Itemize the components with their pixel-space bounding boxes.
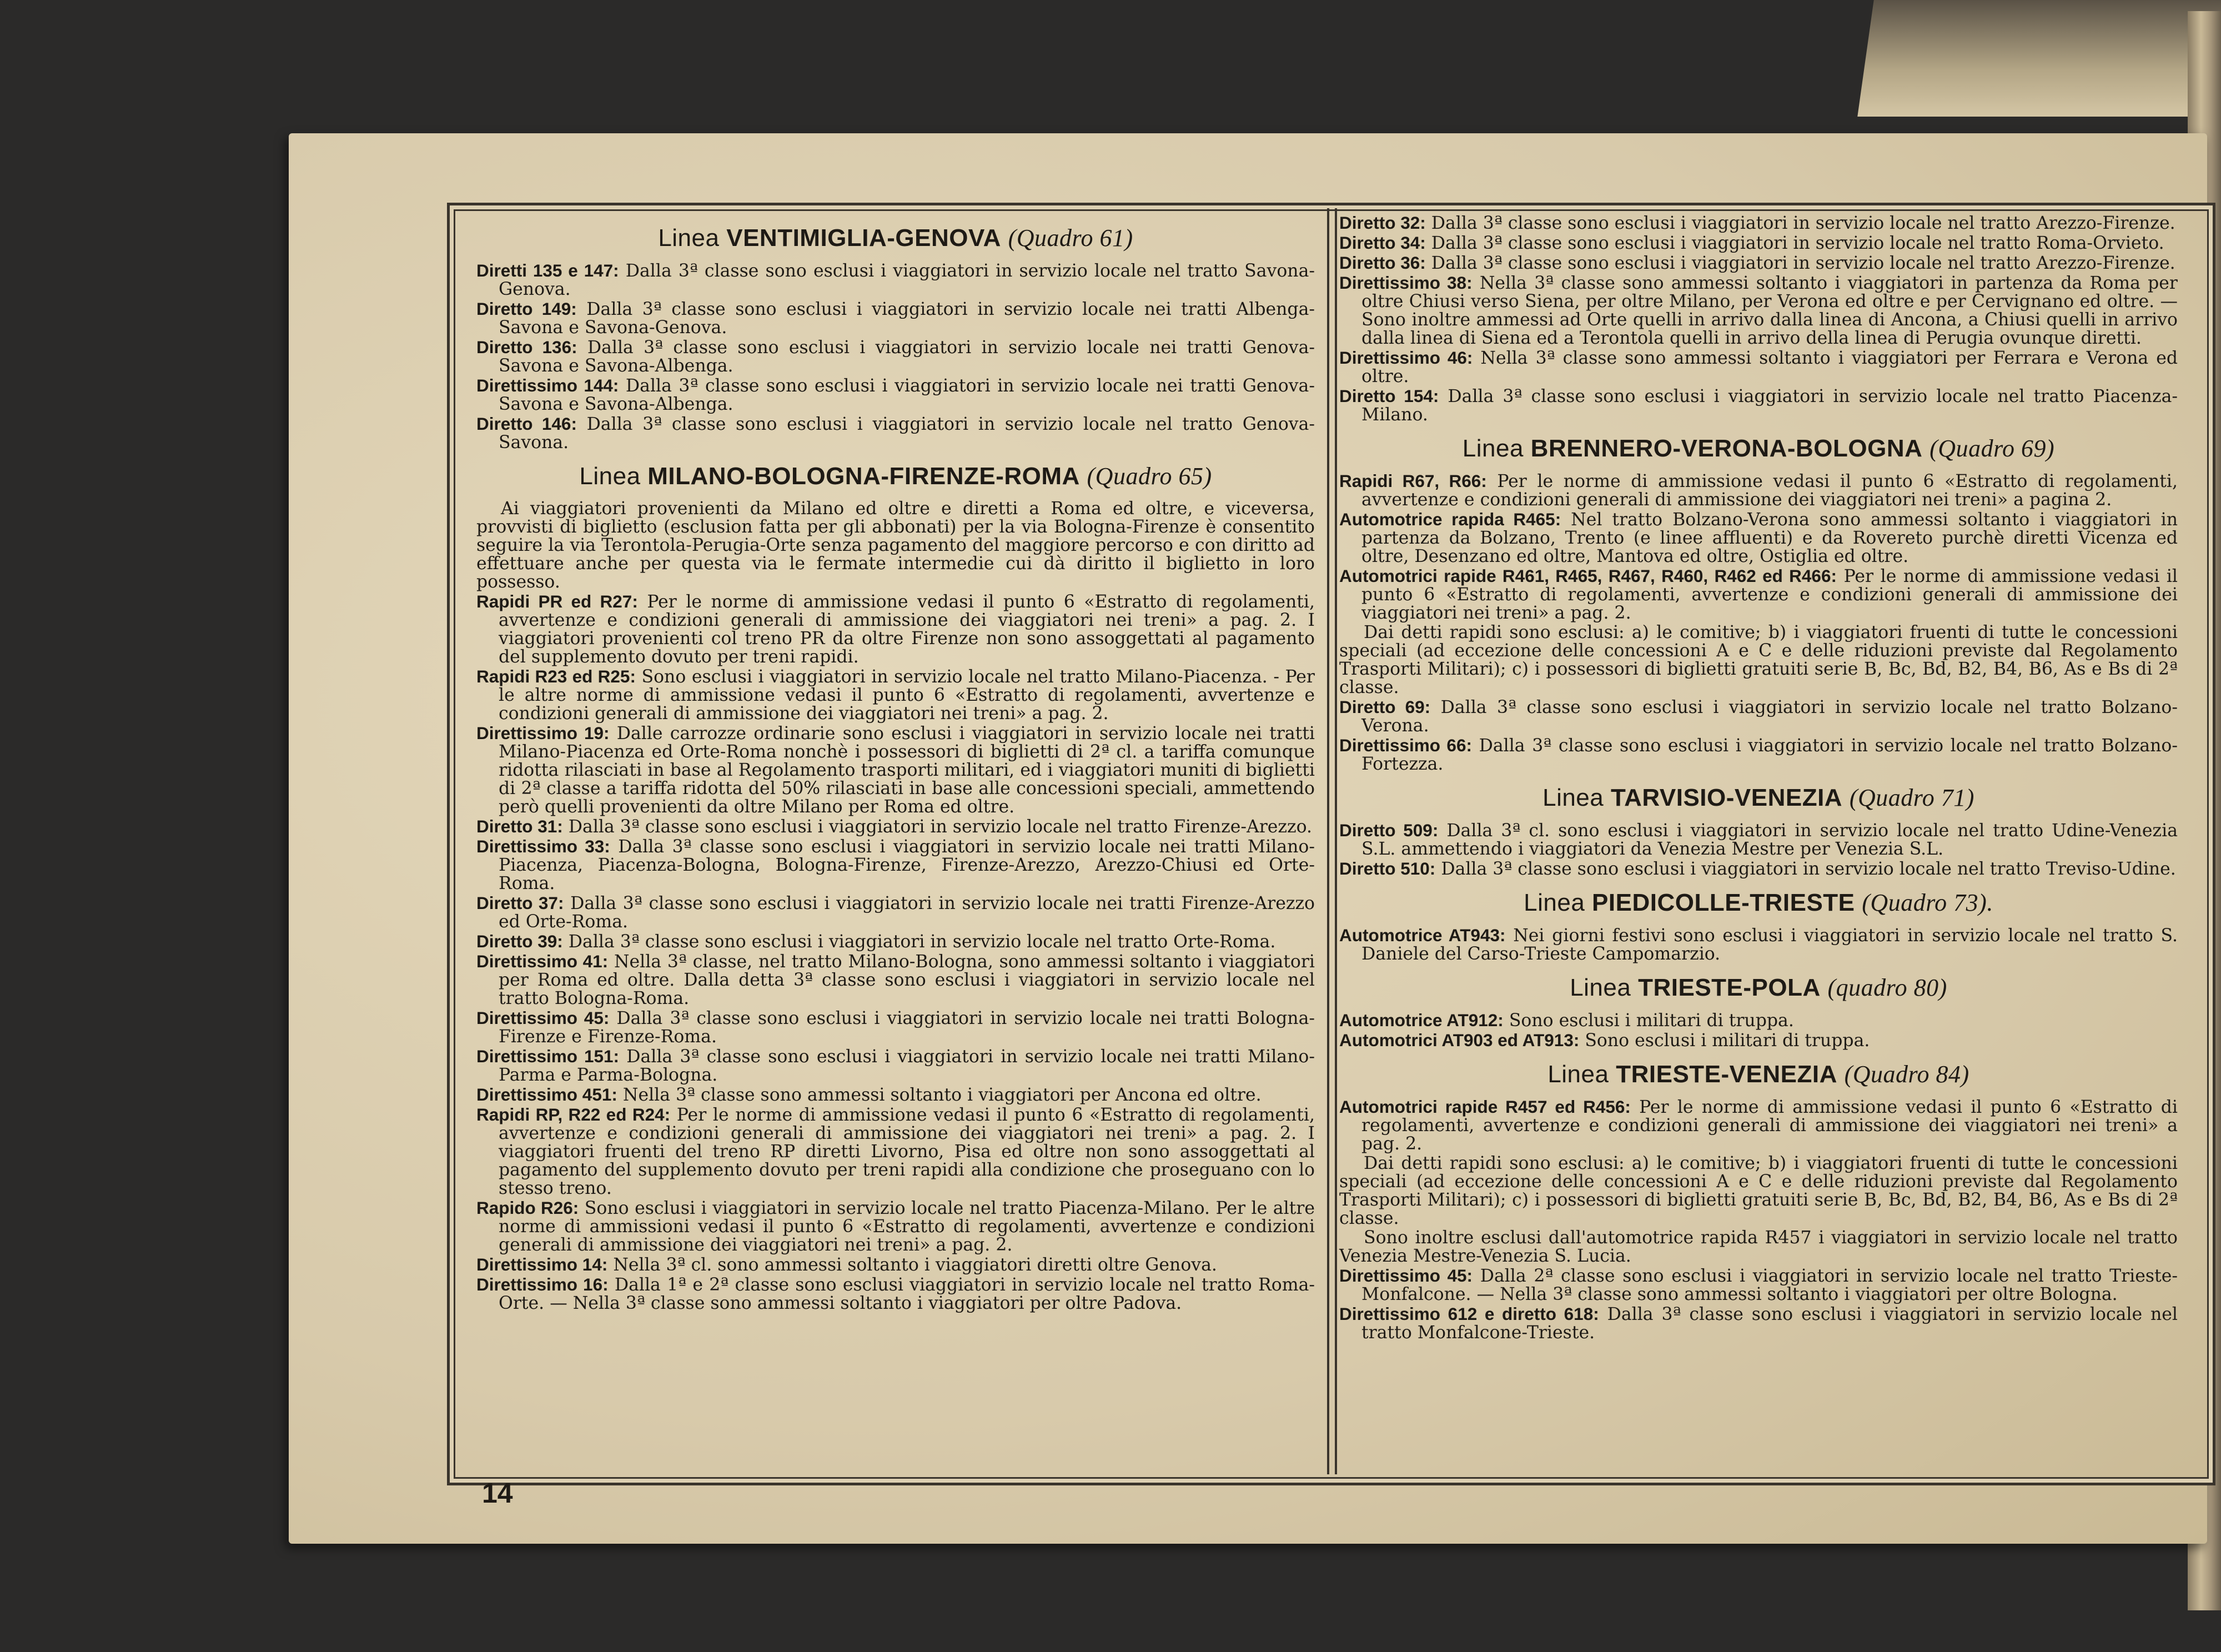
train-label: Direttissimo 38: — [1339, 273, 1473, 293]
train-label: Automotrice AT943: — [1339, 925, 1506, 945]
train-entry — [1339, 234, 2178, 253]
train-note: Dalla 3ª classe sono esclusi i viaggiatori in servizio locale nei tratti Bologna-Firenze e Firenze-Roma. — [499, 1008, 1315, 1047]
train-entry — [476, 1047, 1315, 1084]
train-label: Automotrici AT903 ed AT913: — [1339, 1030, 1580, 1050]
train-note: Dalla 3ª classe sono esclusi i viaggiatori in servizio locale nel tratto Orte-Roma. — [568, 932, 1276, 952]
train-entry — [476, 667, 1315, 723]
train-label: Direttissimo 144: — [476, 375, 619, 395]
section-heading — [476, 224, 1315, 253]
heading-lin: Linea — [1542, 784, 1604, 811]
train-label: Direttissimo 33: — [476, 836, 610, 856]
train-entry — [476, 338, 1315, 375]
note-paragraph: Dai detti rapidi sono esclusi: a) le comitive; b) i viaggiatori fruenti di tutte le concessioni speciali (ad eccezione delle concessioni A e C e delle riduzioni previste dal Regolamento Trasporti Militari); c) i possessori di biglietti gratuiti serie B, Bc, Bd, B2, B4, B6, As e Bs di 2ª classe. — [1339, 622, 2178, 697]
heading-q: (Quadro 65) — [1087, 463, 1212, 490]
train-note: Dalla 3ª classe sono esclusi i viaggiatori in servizio locale nei tratti Genova-Savona e Savona-Albenga. — [499, 376, 1315, 414]
train-label: Rapidi R67, R66: — [1339, 471, 1487, 491]
train-note: Dalla 3ª classe sono esclusi i viaggiatori in servizio locale nel tratto Roma-Orvieto. — [1431, 233, 2164, 253]
column-divider — [1327, 208, 1337, 1474]
train-note: Dalla 3ª classe sono esclusi i viaggiatori in servizio locale nel tratto Firenze-Arezzo. — [568, 817, 1313, 837]
train-label: Diretto 149: — [476, 299, 577, 319]
train-entry — [1339, 349, 2178, 386]
train-note: Dalla 3ª classe sono esclusi i viaggiatori in servizio locale nei tratti Albenga-Savona e Savona-Genova. — [499, 299, 1315, 338]
heading-q: (Quadro 73). — [1862, 889, 1993, 916]
train-entry — [1339, 274, 2178, 348]
train-note: Nella 3ª classe sono ammessi soltanto i viaggiatori per Ancona ed oltre. — [622, 1085, 1262, 1105]
train-entry — [1339, 1098, 2178, 1153]
train-label: Diretto 69: — [1339, 697, 1431, 717]
section-heading — [1339, 784, 2178, 812]
note-paragraph: Dai detti rapidi sono esclusi: a) le comitive; b) i viaggiatori fruenti di tutte le concessioni speciali (ad eccezione delle concessioni A e C e delle riduzioni previste dal Regolamento Trasporti Militari); c) i possessori di biglietti gratuiti serie B, Bc, Bd, B2, B4, B6, As e Bs di 2ª classe. — [1339, 1153, 2178, 1228]
train-entry — [1339, 387, 2178, 424]
heading-lin: Linea — [1547, 1061, 1609, 1088]
heading-route: TARVISIO-VENEZIA — [1611, 784, 1843, 811]
train-entry — [1339, 1267, 2178, 1304]
train-label: Diretti 135 e 147: — [476, 260, 619, 280]
train-entry — [1339, 926, 2178, 963]
train-note: Nella 3ª classe sono ammessi soltanto i viaggiatori per Ferrara e Verona ed oltre. — [1361, 348, 2178, 386]
heading-q: (Quadro 61) — [1008, 224, 1133, 252]
section-heading — [1339, 1060, 2178, 1089]
train-entry — [1339, 214, 2178, 233]
train-entry — [476, 1106, 1315, 1198]
heading-q: (Quadro 69) — [1929, 435, 2055, 462]
train-label: Diretto 39: — [476, 931, 563, 951]
train-entry — [476, 894, 1315, 931]
train-entry — [476, 262, 1315, 299]
train-note: Nei giorni festivi sono esclusi i viaggiatori in servizio locale nel tratto S. Daniele del Carso-Trieste Campomarzio. — [1361, 926, 2178, 964]
book-block-top — [1857, 0, 2221, 117]
train-label: Diretto 509: — [1339, 820, 1439, 840]
train-note: Dalle carrozze ordinarie sono esclusi i viaggiatori in servizio locale nei tratti Milano-Piacenza ed Orte-Roma nonchè i possessori di biglietti di 2ª cl. a tariffa comunque ridotta rilasciati in base al Regolamento trasporti militari, ed i viaggiatori muniti di biglietti di 2ª classe a tariffa ridotta del 50% rilasciati in base alle concessioni speciali, ammettendo però quelli provenienti da oltre Milano per Roma ed oltre. — [499, 724, 1315, 817]
train-note: Dalla 2ª classe sono esclusi i viaggiatori in servizio locale nel tratto Trieste-Monfalcone. — Nella 3ª classe sono ammessi soltanto i viaggiatori per oltre Bologna. — [1361, 1266, 2178, 1304]
train-entry — [1339, 1305, 2178, 1342]
train-note: Dalla 3ª classe sono esclusi i viaggiatori in servizio locale nel tratto Arezzo-Firenze. — [1431, 253, 2175, 273]
train-label: Diretto 146: — [476, 414, 577, 434]
heading-route: BRENNERO-VERONA-BOLOGNA — [1530, 435, 1923, 462]
train-entry — [1339, 821, 2178, 858]
train-label: Diretto 154: — [1339, 386, 1439, 406]
train-entry — [476, 1276, 1315, 1313]
train-note: Nella 3ª classe, nel tratto Milano-Bologna, sono ammessi soltanto i viaggiatori per Roma ed oltre. Dalla detta 3ª classe sono esclusi i viaggiatori in servizio locale nel tratto Bologna-Roma. — [499, 952, 1315, 1008]
train-entry — [1339, 1031, 2178, 1050]
train-label: Diretto 32: — [1339, 213, 1426, 233]
train-note: Dalla 3ª classe sono esclusi i viaggiatori in servizio locale nel tratto Bolzano-Verona. — [1361, 697, 2178, 736]
section-heading — [1339, 973, 2178, 1002]
train-label: Diretto 34: — [1339, 233, 1426, 253]
train-note: Per le norme di ammissione vedasi il punto 6 «Estratto di regolamenti, avvertenze e condizioni generali di ammissione dei viaggiatori nei treni» a pag. 2. I viaggiatori fruenti del treno RP diretti Livorno, Pisa ed oltre non sono assoggettati al pagamento del supplemento dovuto per treni rapidi alla condizione che proseguano con lo stesso treno. — [499, 1105, 1315, 1198]
section-heading — [1339, 434, 2178, 463]
train-label: Diretto 510: — [1339, 858, 1436, 878]
train-label: Rapido R26: — [476, 1198, 579, 1218]
train-entry — [1339, 698, 2178, 735]
heading-q: (quadro 80) — [1827, 974, 1947, 1001]
heading-route: VENTIMIGLIA-GENOVA — [726, 224, 1001, 252]
train-entry — [476, 1199, 1315, 1254]
left-column — [476, 214, 1315, 1314]
train-label: Direttissimo 14: — [476, 1254, 608, 1274]
train-entry — [1339, 736, 2178, 774]
train-label: Automotrice AT912: — [1339, 1010, 1504, 1030]
train-note: Nella 3ª classe sono ammessi soltanto i viaggiatori in partenza da Roma per oltre Chiusi verso Siena, per oltre Milano, per Verona ed oltre e per Cervignano ed oltre. — Sono inoltre ammessi ad Orte quelli in arrivo dalla linea di Ancona, a Chiusi quelli in arrivo dalla linea di Siena ed a Terontola quelli in arrivo della linea di Perugia ovunque diretti. — [1361, 273, 2178, 348]
train-note: Dalla 3ª classe sono esclusi i viaggiatori in servizio locale nel tratto Genova-Savona. — [499, 414, 1315, 453]
heading-route: PIEDICOLLE-TRIESTE — [1592, 889, 1855, 916]
train-entry — [476, 1256, 1315, 1274]
heading-route: MILANO-BOLOGNA-FIRENZE-ROMA — [647, 463, 1080, 490]
train-label: Direttissimo 45: — [476, 1008, 610, 1028]
train-label: Direttissimo 451: — [476, 1084, 617, 1104]
right-column — [1339, 214, 2178, 1343]
heading-route: TRIESTE-POLA — [1638, 974, 1821, 1001]
train-note: Dalla 3ª classe sono esclusi i viaggiatori in servizio locale nel tratto Bolzano-Fortezza. — [1361, 736, 2178, 774]
train-entry — [476, 300, 1315, 337]
section-heading — [1339, 888, 2178, 917]
train-label: Diretto 136: — [476, 337, 577, 357]
train-label: Diretto 31: — [476, 816, 563, 836]
train-note: Sono esclusi i militari di truppa. — [1509, 1011, 1794, 1031]
train-note: Dalla 3ª classe sono esclusi i viaggiatori in servizio locale nel tratto Savona-Genova. — [499, 261, 1315, 299]
train-label: Direttissimo 46: — [1339, 348, 1473, 368]
heading-lin: Linea — [1524, 889, 1585, 916]
train-note: Per le norme di ammissione vedasi il punto 6 «Estratto di regolamenti, avvertenze e condizioni generali di ammissione dei viaggiatori nei treni» a pag. 2. — [1361, 566, 2178, 623]
train-note: Dalla 1ª e 2ª classe sono esclusi viaggiatori in servizio locale nel tratto Roma-Orte. — Nella 3ª classe sono ammessi soltanto i viaggiatori per oltre Padova. — [499, 1275, 1315, 1313]
train-entry — [476, 932, 1315, 951]
train-label: Direttissimo 612 e diretto 618: — [1339, 1304, 1599, 1324]
train-entry — [476, 817, 1315, 836]
train-entry — [1339, 860, 2178, 878]
heading-lin: Linea — [579, 463, 641, 490]
train-entry — [476, 592, 1315, 666]
train-note: Nel tratto Bolzano-Verona sono ammessi soltanto i viaggiatori in partenza da Bolzano, Trento (e linee affluenti) e da Rovereto purchè diretti Vicenza ed oltre, Desenzano ed oltre, Mantova ed oltre, Ostiglia ed oltre. — [1361, 510, 2178, 566]
heading-lin: Linea — [1462, 435, 1524, 462]
heading-lin: Linea — [658, 224, 720, 252]
train-label: Rapidi RP, R22 ed R24: — [476, 1104, 671, 1124]
train-note: Dalla 3ª classe sono esclusi i viaggiatori in servizio locale nei tratti Genova-Savona e Savona-Albenga. — [499, 338, 1315, 376]
train-entry — [476, 415, 1315, 452]
train-label: Rapidi PR ed R27: — [476, 591, 638, 611]
train-entry — [1339, 567, 2178, 622]
train-note: Per le norme di ammissione vedasi il punto 6 «Estratto di regolamenti, avvertenze e condizioni generali di ammissione dei viaggiatori nei treni» a pag. 2. — [1361, 1097, 2178, 1154]
train-note: Dalla 3ª cl. sono esclusi i viaggiatori in servizio locale nel tratto Udine-Venezia S.L. ammettendo i viaggiatori da Venezia Mestre per Venezia S.L. — [1361, 821, 2178, 859]
train-label: Automotrice rapida R465: — [1339, 509, 1561, 529]
heading-q: (Quadro 71) — [1849, 784, 1974, 811]
train-label: Diretto 37: — [476, 893, 564, 913]
train-label: Diretto 36: — [1339, 253, 1426, 273]
train-label: Direttissimo 45: — [1339, 1266, 1473, 1286]
train-note: Nella 3ª cl. sono ammessi soltanto i viaggiatori diretti oltre Genova. — [613, 1255, 1217, 1275]
train-entry — [476, 1009, 1315, 1046]
section-heading — [476, 462, 1315, 491]
train-note: Dalla 3ª classe sono esclusi i viaggiatori in servizio locale nel tratto Treviso-Udine. — [1441, 859, 2176, 879]
train-label: Direttissimo 16: — [476, 1274, 609, 1294]
train-note: Dalla 3ª classe sono esclusi i viaggiatori in servizio locale nei tratti Firenze-Arezzo ed Orte-Roma. — [499, 893, 1315, 932]
train-entry — [476, 952, 1315, 1008]
train-label: Direttissimo 151: — [476, 1046, 620, 1066]
note-paragraph: Ai viaggiatori provenienti da Milano ed oltre e diretti a Roma ed oltre, e viceversa, provvisti di biglietto (esclusion fatta per gli abbonati) per la via Bologna-Firenze è consentito seguire la via Terontola-Perugia-Orte senza pagamento del maggiore percorso e con diritto ad effettuare anche per questa via le fermate intermedie cui dà diritto il biglietto in loro possesso. — [476, 499, 1315, 592]
train-note: Per le norme di ammissione vedasi il punto 6 «Estratto di regolamenti, avvertenze e condizioni generali di ammissione dei viaggiatori nei treni» a pag. 2. I viaggiatori provenienti col treno PR da oltre Firenze non sono assoggettati al pagamento del supplemento dovuto per treni rapidi. — [499, 592, 1315, 667]
train-note: Dalla 3ª classe sono esclusi i viaggiatori in servizio locale nel tratto Monfalcone-Trieste. — [1361, 1304, 2178, 1343]
train-entry — [476, 1086, 1315, 1104]
train-note: Dalla 3ª classe sono esclusi i viaggiatori in servizio locale nei tratti Milano-Parma e Parma-Bologna. — [499, 1047, 1315, 1085]
train-label: Direttissimo 19: — [476, 723, 610, 743]
train-label: Rapidi R23 ed R25: — [476, 666, 636, 686]
train-entry — [476, 837, 1315, 893]
train-entry — [1339, 472, 2178, 509]
train-label: Direttissimo 66: — [1339, 735, 1472, 755]
train-entry — [1339, 1011, 2178, 1030]
train-entry — [1339, 254, 2178, 273]
train-note: Dalla 3ª classe sono esclusi i viaggiatori in servizio locale nei tratti Milano-Piacenza, Piacenza-Bologna, Bologna-Firenze, Firenze-Arezzo, Arezzo-Chiusi ed Orte-Roma. — [499, 837, 1315, 893]
train-entry — [476, 724, 1315, 816]
note-paragraph: Sono inoltre esclusi dall'automotrice rapida R457 i viaggiatori in servizio locale nel tratto Venezia Mestre-Venezia S. Lucia. — [1339, 1228, 2178, 1266]
train-label: Automotrici rapide R457 ed R456: — [1339, 1097, 1631, 1117]
train-note: Per le norme di ammissione vedasi il punto 6 «Estratto di regolamenti, avvertenze e condizioni generali di ammissione dei viaggiatori nei treni» a pagina 2. — [1361, 471, 2178, 510]
heading-route: TRIESTE-VENEZIA — [1616, 1061, 1837, 1088]
page-number: 14 — [482, 1478, 513, 1509]
heading-q: (Quadro 84) — [1844, 1061, 1969, 1088]
train-entry — [1339, 510, 2178, 566]
train-entry — [476, 376, 1315, 414]
train-label: Direttissimo 41: — [476, 951, 609, 971]
train-note: Sono esclusi i viaggiatori in servizio locale nel tratto Piacenza-Milano. Per le altre norme di ammissioni vedasi il punto 6 «Estratto di regolamenti, avvertenze e condizioni generali di ammissione dei viaggiatori nei treni» a pag. 2. — [499, 1198, 1315, 1255]
train-note: Sono esclusi i viaggiatori in servizio locale nel tratto Milano-Piacenza. - Per le altre norme di ammissione vedasi il punto 6 «Estratto di regolamenti, avvertenze e condizioni generali di ammissione dei viaggiatori nei treni» a pag. 2. — [499, 667, 1315, 724]
train-label: Automotrici rapide R461, R465, R467, R460, R462 ed R466: — [1339, 566, 1837, 586]
heading-lin: Linea — [1570, 974, 1631, 1001]
train-note: Dalla 3ª classe sono esclusi i viaggiatori in servizio locale nel tratto Piacenza-Milano. — [1361, 386, 2178, 425]
train-note: Dalla 3ª classe sono esclusi i viaggiatori in servizio locale nel tratto Arezzo-Firenze. — [1431, 213, 2175, 233]
train-note: Sono esclusi i militari di truppa. — [1585, 1031, 1870, 1051]
